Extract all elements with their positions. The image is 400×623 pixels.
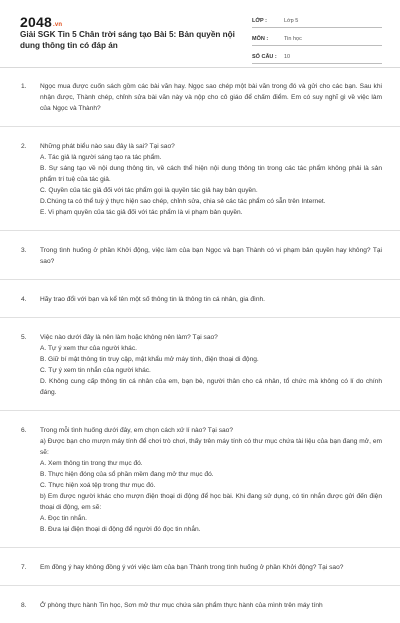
document-title: Giải SGK Tin 5 Chân trời sáng tạo Bài 5: Bản quyền nội dung thông tin có đáp án	[20, 30, 235, 50]
question-text: Việc nào dưới đây là nên làm hoặc không nên làm? Tại sao?	[40, 334, 218, 341]
question-item	[0, 67, 400, 127]
question-item	[0, 586, 400, 623]
answer-option: B. Giữ bí mật thông tin truy cập, mật khẩu mở máy tính, điện thoại di động.	[40, 356, 259, 363]
answer-option: b) Em được người khác cho mượn điện thoại di động để học bài. Khi đang sử dụng, có tin nhắn được gửi đến điện thoại di động, em sẽ:	[40, 493, 382, 511]
answer-option: A. Tác giả là người sáng tạo ra tác phẩm.	[40, 154, 162, 161]
question-number: 1.	[21, 83, 27, 90]
question-item	[0, 231, 400, 280]
meta-value: 10	[284, 53, 291, 60]
answer-option: D. Không cung cấp thông tin cá nhân của em, bạn bè, người thân cho cá nhân, tổ chức mà không có lí do chính đáng.	[40, 378, 382, 396]
logo-tld: .vn	[52, 22, 63, 28]
question-item	[0, 280, 400, 318]
answer-option: B. Đưa lại điện thoại di động để người đó đọc tin nhắn.	[40, 526, 201, 533]
answer-option: A. Xem thông tin trong thư mục đó.	[40, 460, 143, 467]
question-number: 6.	[21, 427, 27, 434]
meta-row-count	[252, 50, 382, 64]
meta-value: Tin học	[284, 35, 302, 42]
answer-option: C. Thực hiện xoá tệp trong thư mục đó.	[40, 482, 156, 489]
answer-option: a) Được bạn cho mượn máy tính để chơi trò chơi, thấy trên máy tính có thư mục chứa tài liệu của bạn đang mở, em sẽ:	[40, 438, 382, 456]
question-number: 8.	[21, 602, 27, 609]
answer-option: A. Tự ý xem thư của người khác.	[40, 345, 137, 352]
answer-option: A. Đọc tin nhắn.	[40, 515, 87, 522]
document-header	[0, 0, 400, 68]
site-logo[interactable]	[20, 14, 62, 30]
meta-key: MÔN :	[252, 35, 269, 42]
meta-row-subject	[252, 32, 382, 46]
answer-option: D.Chúng ta có thể tuỳ ý thực hiện sao chép, chỉnh sửa, chia sẻ các tác phẩm có sẵn trên Internet.	[40, 198, 326, 205]
question-item	[0, 548, 400, 586]
document-meta	[252, 14, 382, 68]
question-text: Em đồng ý hay không đồng ý với việc làm của bạn Thành trong tình huống ở phần Khởi động? Tại sao?	[40, 564, 344, 571]
question-item	[0, 411, 400, 548]
answer-option: C. Tự ý xem tin nhắn của người khác.	[40, 367, 151, 374]
question-number: 4.	[21, 296, 27, 303]
question-text: Trong mỗi tình huống dưới đây, em chọn cách xử lí nào? Tại sao?	[40, 427, 233, 434]
meta-key: SỐ CÂU :	[252, 53, 277, 60]
question-text: Trong tình huống ở phần Khởi động, việc làm của bạn Ngọc và bạn Thành có vi phạm bản quyền hay không? Tại sao?	[40, 247, 382, 265]
answer-option: E. Vi phạm quyền của tác giả đối với tác phẩm là vi phạm bản quyền.	[40, 209, 243, 216]
meta-key: LỚP :	[252, 17, 267, 24]
question-item	[0, 318, 400, 411]
question-number: 3.	[21, 247, 27, 254]
question-list	[0, 67, 400, 623]
question-text: Ngọc mua được cuốn sách gồm các bài văn hay. Ngọc sao chép một bài văn trong đó và gửi cho các bạn. Sau khi nhận được, Thành chép, chỉnh sửa bài văn này và nộp cho cô giáo để chấm điểm. Em có suy nghĩ gì về việc làm của Ngọc và Thành?	[40, 83, 382, 112]
question-number: 2.	[21, 143, 27, 150]
meta-value: Lớp 5	[284, 17, 299, 24]
question-item	[0, 127, 400, 231]
answer-option: B. Sự sáng tạo về nội dung thông tin, về cách thể hiện nội dung thông tin trong các tác phẩm không phải là sản phẩm trí tuệ của tác giả.	[40, 165, 382, 183]
question-number: 7.	[21, 564, 27, 571]
question-text: Những phát biểu nào sau đây là sai? Tại sao?	[40, 143, 175, 150]
question-text: Ở phòng thực hành Tin học, Sơn mở thư mục chứa sản phẩm thực hành của mình trên máy tính	[40, 602, 323, 609]
logo-main: 2048	[20, 14, 52, 30]
question-number: 5.	[21, 334, 27, 341]
question-text: Hãy trao đổi với bạn và kể tên một số thông tin là thông tin cá nhân, gia đình.	[40, 296, 265, 303]
answer-option: C. Quyền của tác giả đối với tác phẩm gọi là quyền tác giả hay bản quyền.	[40, 187, 258, 194]
answer-option: B. Thực hiện đóng của sổ phần mềm đang mở thư mục đó.	[40, 471, 214, 478]
meta-row-class	[252, 14, 382, 28]
